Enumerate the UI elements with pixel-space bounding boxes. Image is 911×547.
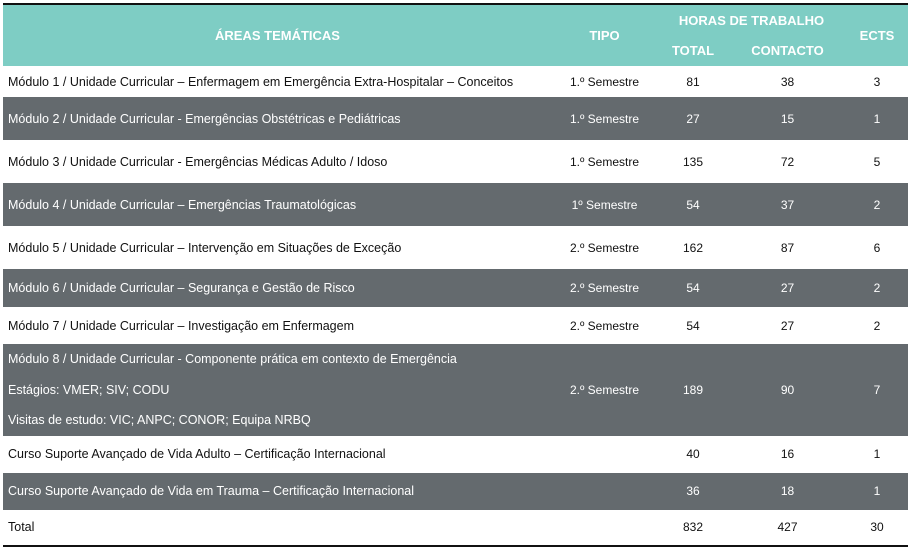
- row-ects: 1: [846, 473, 908, 510]
- row-tipo: 2.º Semestre: [569, 318, 640, 333]
- row-ects: 1: [846, 97, 908, 140]
- row-contacto: 27: [780, 318, 795, 333]
- row-total: 189: [657, 344, 729, 436]
- row-total: 36: [657, 473, 729, 510]
- row-tipo: [552, 436, 657, 473]
- row-area-line: Módulo 8 / Unidade Curricular - Componente prática em contexto de Emergência: [8, 352, 457, 366]
- table-row: [3, 473, 908, 510]
- row-contacto: 27: [729, 269, 846, 307]
- row-ects: 2: [846, 183, 908, 226]
- header-contacto: CONTACTO: [729, 35, 846, 66]
- row-area: Curso Suporte Avançado de Vida em Trauma – Certificação Internacional: [3, 473, 552, 510]
- row-total: 81: [686, 74, 700, 89]
- row-tipo: 1.º Semestre: [552, 97, 657, 140]
- row-tipo: 2.º Semestre: [569, 240, 640, 255]
- table-row: [3, 66, 908, 97]
- row-contacto: 16: [780, 447, 795, 461]
- table-row: [3, 344, 908, 436]
- row-ects: 1: [873, 447, 881, 461]
- row-area: Módulo 6 / Unidade Curricular – Segurança e Gestão de Risco: [3, 269, 552, 307]
- row-total: 135: [682, 154, 704, 169]
- row-tipo: [552, 510, 657, 546]
- row-total: 832: [657, 510, 729, 546]
- table-row: [3, 307, 908, 344]
- row-ects: 6: [873, 240, 881, 255]
- header-ects: ECTS: [846, 4, 908, 66]
- row-total: 40: [686, 447, 700, 461]
- row-contacto: 38: [780, 74, 795, 89]
- table-row: [3, 269, 908, 307]
- row-area: Total: [3, 510, 552, 546]
- row-contacto: 37: [729, 183, 846, 226]
- total-row: [3, 510, 908, 546]
- row-tipo: 1º Semestre: [552, 183, 657, 226]
- row-area: Módulo 5 / Unidade Curricular – Intervenção em Situações de Exceção: [8, 240, 402, 255]
- table-row: [3, 140, 908, 183]
- row-area: Curso Suporte Avançado de Vida Adulto – Certificação Internacional: [8, 447, 386, 461]
- row-contacto: 18: [729, 473, 846, 510]
- row-area: Módulo 1 / Unidade Curricular – Enfermagem em Emergência Extra-Hospitalar – Conceitos: [8, 74, 514, 89]
- row-ects: 30: [846, 510, 908, 546]
- row-contacto: 427: [729, 510, 846, 546]
- row-total: 54: [657, 183, 729, 226]
- row-area: Módulo 3 / Unidade Curricular - Emergências Médicas Adulto / Idoso: [8, 154, 388, 169]
- row-contacto: 90: [729, 344, 846, 436]
- table-row: [3, 97, 908, 140]
- row-contacto: 15: [729, 97, 846, 140]
- table-row: [3, 436, 908, 473]
- curriculum-table: [3, 3, 908, 547]
- row-area: [3, 344, 552, 436]
- row-area: Módulo 4 / Unidade Curricular – Emergências Traumatológicas: [3, 183, 552, 226]
- row-contacto: 87: [780, 240, 795, 255]
- row-ects: 2: [846, 269, 908, 307]
- row-ects: 2: [873, 318, 881, 333]
- row-tipo: [552, 473, 657, 510]
- row-ects: 7: [846, 344, 908, 436]
- row-ects: 5: [873, 154, 881, 169]
- table-row: [3, 183, 908, 226]
- row-area: Módulo 2 / Unidade Curricular - Emergências Obstétricas e Pediátricas: [3, 97, 552, 140]
- table-row: [3, 226, 908, 269]
- curriculum-table-container: [3, 3, 908, 547]
- row-area-line: Estágios: VMER; SIV; CODU: [8, 382, 170, 397]
- row-area-line: Visitas de estudo: VIC; ANPC; CONOR; Equipa NRBQ: [8, 413, 311, 427]
- row-contacto: 72: [780, 154, 795, 169]
- row-tipo: 2.º Semestre: [552, 269, 657, 307]
- row-tipo: 2.º Semestre: [552, 344, 657, 436]
- row-ects: 3: [873, 74, 881, 89]
- row-total: 54: [686, 318, 700, 333]
- row-area: Módulo 7 / Unidade Curricular – Investigação em Enfermagem: [8, 318, 355, 333]
- header-tipo: TIPO: [552, 4, 657, 66]
- row-total: 54: [657, 269, 729, 307]
- row-tipo: 1.º Semestre: [569, 74, 640, 89]
- header-total: TOTAL: [657, 35, 729, 66]
- row-total: 162: [682, 240, 704, 255]
- header-areas: ÁREAS TEMÁTICAS: [3, 4, 552, 66]
- row-total: 27: [657, 97, 729, 140]
- row-tipo: 1.º Semestre: [569, 154, 640, 169]
- header-horas: HORAS DE TRABALHO: [657, 4, 846, 35]
